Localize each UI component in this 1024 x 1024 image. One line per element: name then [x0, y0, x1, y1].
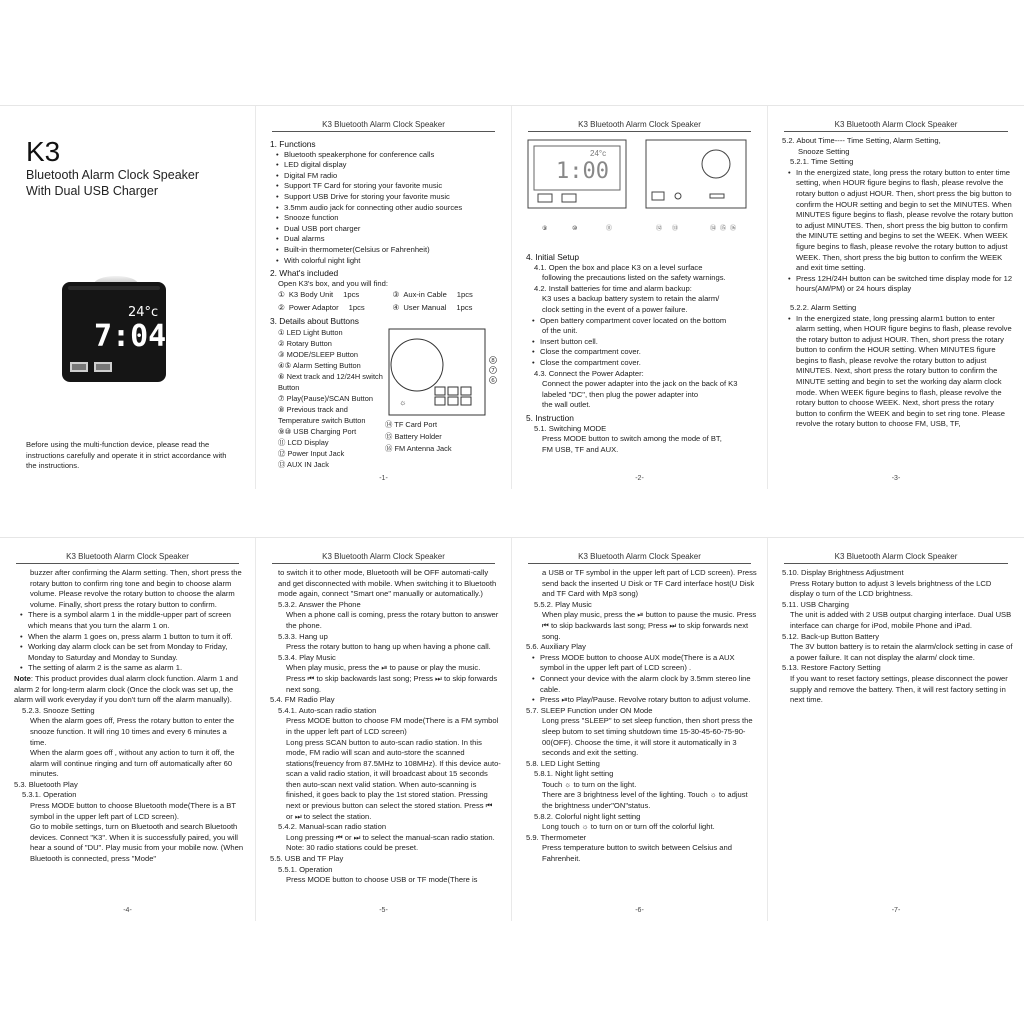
label-11: ⑪ [606, 225, 613, 232]
buttons-title: 3. Details about Buttons [270, 316, 359, 327]
text-line: Long press SCAN button to auto-scan radio station. In this mode, FM radio will scan and auto-store the scanned stations(freuency from 87.5MHz to 108MHz). If this device auto-scan a valid radio station, it will broadcast about 15 seconds then auto-scan next valid station. When auto-scanning is finished, it goes back to play the 1st stored station. Pressing next or previous button can select the stored station. Press ⏮ or ⏭ to select the station. [286, 737, 501, 821]
included-num: ③ [392, 290, 400, 300]
setup-line: • Close the compartment cover. [526, 358, 757, 369]
cover-subtitle-line1: Bluetooth Alarm Clock Speaker [26, 168, 200, 182]
included-num: ④ [392, 302, 400, 312]
setup-line: • Close the compartment cover. [526, 347, 757, 358]
setup-line: 4.2. Install batteries for time and alarm backup: [534, 283, 692, 293]
text-line: • The setting of alarm 2 is the same as alarm 1. [14, 663, 245, 674]
text-line: 5.3.2. Answer the Phone [278, 599, 361, 609]
functions-title: 1. Functions [270, 139, 316, 149]
included-item [278, 302, 387, 315]
included-name: K3 Body Unit [288, 290, 334, 300]
label-15: ⑮ [720, 225, 727, 232]
setup-line: the wall outlet. [542, 400, 591, 410]
text-line: Long pressing ⏮ or ⏭ to select the manual-scan radio station. [286, 832, 495, 842]
svg-text:☼: ☼ [399, 397, 407, 407]
page-1-body [270, 137, 501, 470]
text-line: buzzer after confirming the Alarm setting. Then, short press the rotary button to confirm ring tone and begin to choose alarm volume. Please revolve the rotary button to choose the alarm volume. Finally, short press the rotary button to confirm. [30, 568, 242, 609]
text-line: The 3V button battery is to retain the alarm/clock setting in case of a power failure. It can not display the alarm/ clock time. [790, 642, 1013, 662]
setup-list [526, 263, 757, 411]
text-line: 5.3.4. Play Music [278, 652, 336, 662]
included-name: Power Adaptor [288, 302, 339, 312]
text-line: Press the rotary button to hang up when having a phone call. [286, 642, 491, 652]
page-6 [512, 538, 768, 921]
included-qty: 1pcs [348, 302, 365, 312]
function-item: • Snooze function [270, 213, 501, 224]
text-line: • There is a symbol alarm 1 in the middle-upper part of screen which means that you turn the alarm 1 on. [14, 610, 245, 631]
text-line: • When the alarm 1 goes on, press alarm 1 button to turn it off. [14, 632, 245, 643]
text-line: Go to mobile settings, turn on Bluetooth and search Bluetooth devices. Connect "K3". When it is successfully paired, you will hear a sound of "DU". Play music from your mobile now. (When Bluetooth is connected, press "Mode" [30, 822, 244, 864]
svg-text:7: 7 [491, 367, 495, 374]
note-label: Note [14, 673, 31, 683]
included-num: ① [278, 290, 285, 300]
device-front-back-diagram [526, 136, 756, 244]
text-line: Long press "SLEEP" to set sleep function, then short press the sleep butom to set timing shutdown time 15-30-45-60-75-90-00(OFF). Choose the time, it will store it automatically in 3 seconds and exit the setting. [542, 716, 753, 758]
function-item: • Dual USB port charger [270, 224, 501, 235]
included-intro: Open K3's box, and you will find: [278, 278, 388, 288]
clock-product-image [60, 274, 168, 386]
setup-line: 4.3. Connect the Power Adapter: [534, 368, 644, 378]
function-item: • 3.5mm audio jack for connecting other audio sources [270, 203, 501, 214]
buttons-diagram-area [385, 327, 501, 470]
label-9: ⑨ [542, 225, 548, 232]
svg-text:1:00: 1:00 [556, 159, 609, 184]
button-detail-item: ⑥ Next track and 12/24H switch Button [278, 371, 383, 392]
text-line: 5.4.1. Auto-scan radio station [278, 705, 377, 715]
setup-line: of the unit. [542, 326, 578, 336]
page-number: -3- [891, 475, 901, 482]
button-detail-item: ② Rotary Button [278, 338, 332, 348]
instruction-title: 5. Instruction [526, 412, 574, 423]
text-line: 5.13. Restore Factory Setting [782, 663, 881, 673]
button-detail-item: ⑪ LCD Display [278, 437, 329, 447]
page-4-body [14, 568, 245, 865]
button-detail-item: ③ MODE/SLEEP Button [278, 349, 359, 359]
included-name: Aux-in Cable [403, 290, 447, 300]
included-title: 2. What's included [270, 268, 339, 279]
text-line: to switch it to other mode, Bluetooth will be OFF automati-cally and get disconnected with mobile. When switching it to Bluetooth mode again, connect "Smart one" manually or automatically.) [278, 568, 497, 599]
text-line: 5.12. Back-up Button Battery [782, 631, 880, 641]
text-line: When the alarm goes off , without any action to turn it off, the alarm will continue ringing and turn off automatically after 60 minutes. [30, 748, 235, 779]
page-header: K3 Bluetooth Alarm Clock Speaker [272, 120, 495, 132]
text-line: 5.8. LED Light Setting [526, 758, 600, 768]
cover-subtitle [26, 168, 199, 199]
button-detail-item: ⑫ Power Input Jack [278, 448, 345, 458]
label-14: ⑭ [710, 225, 717, 232]
top-row [0, 105, 1024, 489]
button-detail-item: ⑭ TF Card Port [385, 419, 438, 429]
text-line: 5.4.2. Manual-scan radio station [278, 822, 387, 832]
page-number: -7- [891, 907, 901, 914]
cover-subtitle-line2: With Dual USB Charger [26, 183, 158, 198]
text-line: When play music, press the ⏯ button to pause the music. Press ⏮ to skip backwards last song; Press ⏭ to skip forwards next song. [542, 610, 757, 641]
page-6-body [526, 568, 757, 865]
page-number: -2- [635, 475, 644, 482]
text-line: 5.7. SLEEP Function under ON Mode [526, 705, 653, 715]
text-line: • Press 12H/24H button can be switched time display mode for 12 hours(AM/PM) or 24 hours display [782, 274, 1014, 295]
text-line: When a phone call is coming, press the rotary button to answer the phone. [286, 610, 499, 630]
button-detail-item: ⑯ FM Antenna Jack [385, 443, 452, 453]
text-line: • Press ⏯to Play/Pause. Revolve rotary button to adjust volume. [526, 695, 757, 706]
setup-line: following the precautions listed on the safety warnings. [542, 273, 726, 283]
device-front-diagram [385, 327, 501, 419]
function-item: • Bluetooth speakerphone for conference calls [270, 150, 501, 161]
setup-line: labeled "DC", then plug the power adapter into [542, 389, 699, 399]
text-line: 5.10. Display Brightness Adjustment [782, 568, 904, 577]
label-16: ⑯ [730, 225, 737, 232]
text-line: 5.8.1. Night light setting [534, 769, 614, 779]
setup-line: • Insert button cell. [526, 337, 757, 348]
text-line: • Working day alarm clock can be set from Monday to Friday, Monday to Saturday and Monday to Sunday. [14, 642, 245, 663]
buttons-list-right [385, 419, 452, 455]
setup-line: clock setting in the event of a power failure. [542, 304, 688, 314]
text-line: • Connect your device with the alarm clock by 3.5mm stereo line cable. [526, 674, 757, 695]
text-line: There are 3 brightness level of the lighting. Touch ☼ to adjust the brightness under"ON"status. [542, 790, 748, 811]
text-line: The unit is added with 2 USB output charging interface. Dual USB interface can charge for iPod, mobile Phone and iPad. [790, 610, 1012, 630]
text-line: 5.6. Auxiliary Play [526, 642, 586, 652]
function-item: • Support TF Card for storing your favorite music [270, 181, 501, 192]
label-13: ⑬ [672, 225, 679, 232]
note-paragraph [14, 674, 245, 706]
bottom-row [0, 537, 1024, 921]
instruction-line: 5.1. Switching MODE [534, 423, 607, 433]
clock-temp: 24°c [128, 305, 159, 320]
setup-line: • Open battery compartment cover located on the bottom [526, 316, 757, 327]
text-line: If you want to reset factory settings, please disconnect the power supply and remove the battery. Then, it will rest factory setting in next time. [790, 673, 1008, 705]
function-item: • Built-in thermometer(Celsius or Fahrenheit) [270, 245, 501, 256]
text-line: • In the energized state, long pressing alarm1 button to enter alarm setting, when HOUR figure begins to flash, please revolve the rotary button to adjust HOUR. Then, short press the rotary button to confirm the HOUR setting. When MINUTES figure begins to flash, please revolve the rotary button to adjust MINUTES. Next, short press the rotary button to confirm the MINUTE setting and begin to set the working day alarm clock mode. When WEEK figure begins to flash, please revolve the rotary button to choose WEEK. Next, short press the rotary button to confirm the WEEK and begin to set ring tone. Please revolve the rotary button to choose FM, USB, TF, [782, 314, 1014, 431]
text-line: 5.5.2. Play Music [534, 599, 592, 609]
function-item: • Digital FM radio [270, 171, 501, 182]
page-1 [256, 106, 512, 489]
text-line: 5.5.1. Operation [278, 864, 333, 874]
page-number: -1- [379, 475, 388, 482]
included-list [270, 289, 501, 314]
text-line: 5.2.1. Time Setting [790, 157, 854, 167]
text-line: Long touch ☼ to turn on or turn off the colorful light. [542, 822, 715, 832]
functions-list [270, 150, 501, 267]
button-detail-item: ① LED Light Button [278, 327, 343, 337]
text-line: 5.3.1. Operation [22, 790, 77, 800]
included-qty: 1pcs [456, 290, 473, 300]
button-detail-item: ⑮ Battery Holder [385, 431, 442, 441]
page-header: K3 Bluetooth Alarm Clock Speaker [784, 120, 1008, 132]
button-detail-item: ⑬ AUX IN Jack [278, 459, 329, 469]
clock-time: 7:04 [94, 319, 167, 354]
page-number: -4- [123, 907, 132, 914]
instruction-list [526, 424, 757, 456]
text-line: 5.8.2. Colorful night light setting [534, 811, 641, 821]
page-2 [512, 106, 768, 489]
page-header: K3 Bluetooth Alarm Clock Speaker [16, 552, 239, 564]
page-4 [0, 538, 256, 921]
function-item: • Support USB Drive for storing your favorite music [270, 192, 501, 203]
text-line: Press MODE button to choose USB or TF mode(There is [286, 875, 478, 885]
text-line: 5.2. About Time---- Time Setting, Alarm Setting, [782, 136, 941, 145]
instruction-line: Press MODE button to switch among the mode of BT, [542, 434, 722, 444]
function-item: • Dual alarms [270, 234, 501, 245]
setup-line: K3 uses a backup battery system to retain the alarm/ [542, 294, 720, 304]
buttons-list [270, 327, 385, 470]
text-line: Press Rotary button to adjust 3 levels brightness of the LCD display o turn of the LCD brightness. [790, 578, 992, 599]
page-number: -6- [635, 907, 644, 914]
instruction-line: FM USB, TF and AUX. [542, 444, 619, 454]
text-line: 5.3. Bluetooth Play [14, 779, 78, 789]
svg-text:6: 6 [491, 377, 495, 384]
text-line: Touch ☼ to turn on the light. [542, 779, 637, 789]
button-detail-item: ④⑤ Alarm Setting Button [278, 360, 361, 370]
included-item [393, 289, 502, 302]
text-line: 5.11. USB Charging [782, 599, 849, 609]
svg-text:8: 8 [491, 357, 495, 364]
text-line: 5.2.3. Snooze Setting [22, 705, 95, 715]
setup-line: 4.1. Open the box and place K3 on a level surface [534, 262, 703, 272]
label-12: ⑫ [656, 225, 663, 232]
buttons-section [270, 327, 501, 470]
page-3 [768, 106, 1024, 489]
text-line: 5.3.3. Hang up [278, 631, 328, 641]
svg-text:24°c: 24°c [590, 149, 607, 158]
text-line: 5.2.2. Alarm Setting [790, 302, 857, 312]
included-item [278, 289, 387, 302]
included-qty: 1pcs [456, 302, 473, 312]
label-10: ⑩ [572, 225, 578, 232]
text-line: When play music, press the ⏯ to pause or play the music. Press ⏮ to skip backwards last song; Press ⏭ to skip forwards next song. [286, 663, 498, 694]
text-line: • Press MODE button to choose AUX mode(There is a AUX symbol in the upper left part of LCD screen) . [526, 653, 757, 674]
note-text: : This product provides dual alarm clock function. Alarm 1 and alarm 2 for long-term alarm clock (Once the clock was set up, the alarm will work everyday if you don't turn off the alarm manually). [14, 673, 238, 705]
page-header: K3 Bluetooth Alarm Clock Speaker [272, 552, 495, 564]
page-header: K3 Bluetooth Alarm Clock Speaker [528, 552, 751, 564]
page-5 [256, 538, 512, 921]
included-item [393, 302, 502, 315]
cover-title: K3 [26, 136, 61, 167]
text-line: 5.9. Thermometer [526, 832, 587, 842]
cover-panel [0, 106, 256, 489]
button-detail-item: ⑦ Play(Pause)/SCAN Button [278, 393, 373, 403]
included-name: User Manual [403, 302, 447, 312]
text-line: Press temperature button to switch between Celsius and Fahrenheit. [542, 843, 732, 864]
included-qty: 1pcs [343, 290, 360, 300]
text-line: a USB or TF symbol in the upper left part of LCD screen). Press send back the inserted U Disk or TF Card interface host(U Disk and TF Card with Mp3 song) [542, 568, 757, 599]
setup-line: Connect the power adapter into the jack on the back of K3 [542, 379, 738, 389]
text-line: Press MODE button to choose Bluetooth mode(There is a BT symbol in the upper left part of LCD screen). [30, 801, 236, 821]
page-header: K3 Bluetooth Alarm Clock Speaker [784, 552, 1008, 564]
page-7 [768, 538, 1024, 921]
text-line: Press MODE button to choose FM mode(There is a FM symbol in the upper left part of LCD screen) [286, 716, 499, 736]
text-line: • In the energized state, long press the rotary button to enter time setting, when HOUR figure begins to flash, please revolve the rotary button o adjust HOUR. Then, short press the big button to confirm the HOUR setting and begin to set the MINUTES. When MINUTES figure begins to flash, please revolve the rotary button to adjust MINUTES. Then, short press the big button to confirm the MINUTE setting and begins to set the WEEK. When WEEK figure begins to flash, please revolve the rotary button to adjust WEEK. Then, short press the big button to confirm the WEEK and exit time setting. [782, 168, 1014, 274]
page-2-body [526, 250, 757, 455]
text-line: 5.5. USB and TF Play [270, 854, 344, 864]
text-line: Snooze Setting [798, 146, 850, 156]
text-line: 5.4. FM Radio Play [270, 695, 335, 705]
text-line: Note: 30 radio stations could be preset. [286, 843, 419, 853]
included-num: ② [278, 302, 285, 312]
page-3-body [782, 136, 1014, 430]
cover-note: Before using the multi-function device, please read the instructions carefully and operate it in strict accordance with the instructions. [26, 440, 227, 470]
setup-title: 4. Initial Setup [526, 252, 580, 262]
page-number: -5- [379, 907, 388, 914]
button-detail-item: ⑧ Previous track and Temperature switch Button [278, 404, 366, 425]
button-detail-item: ⑨⑩ USB Charging Port [278, 426, 357, 436]
text-line: When the alarm goes off, Press the rotary button to enter the snooze function. It will ring 10 times and every 6 minutes a time. [30, 716, 235, 747]
page-7-body [782, 568, 1014, 706]
page-header: K3 Bluetooth Alarm Clock Speaker [528, 120, 751, 132]
function-item: • With colorful night light [270, 256, 501, 267]
page-5-body [270, 568, 501, 886]
function-item: • LED digital display [270, 160, 501, 171]
